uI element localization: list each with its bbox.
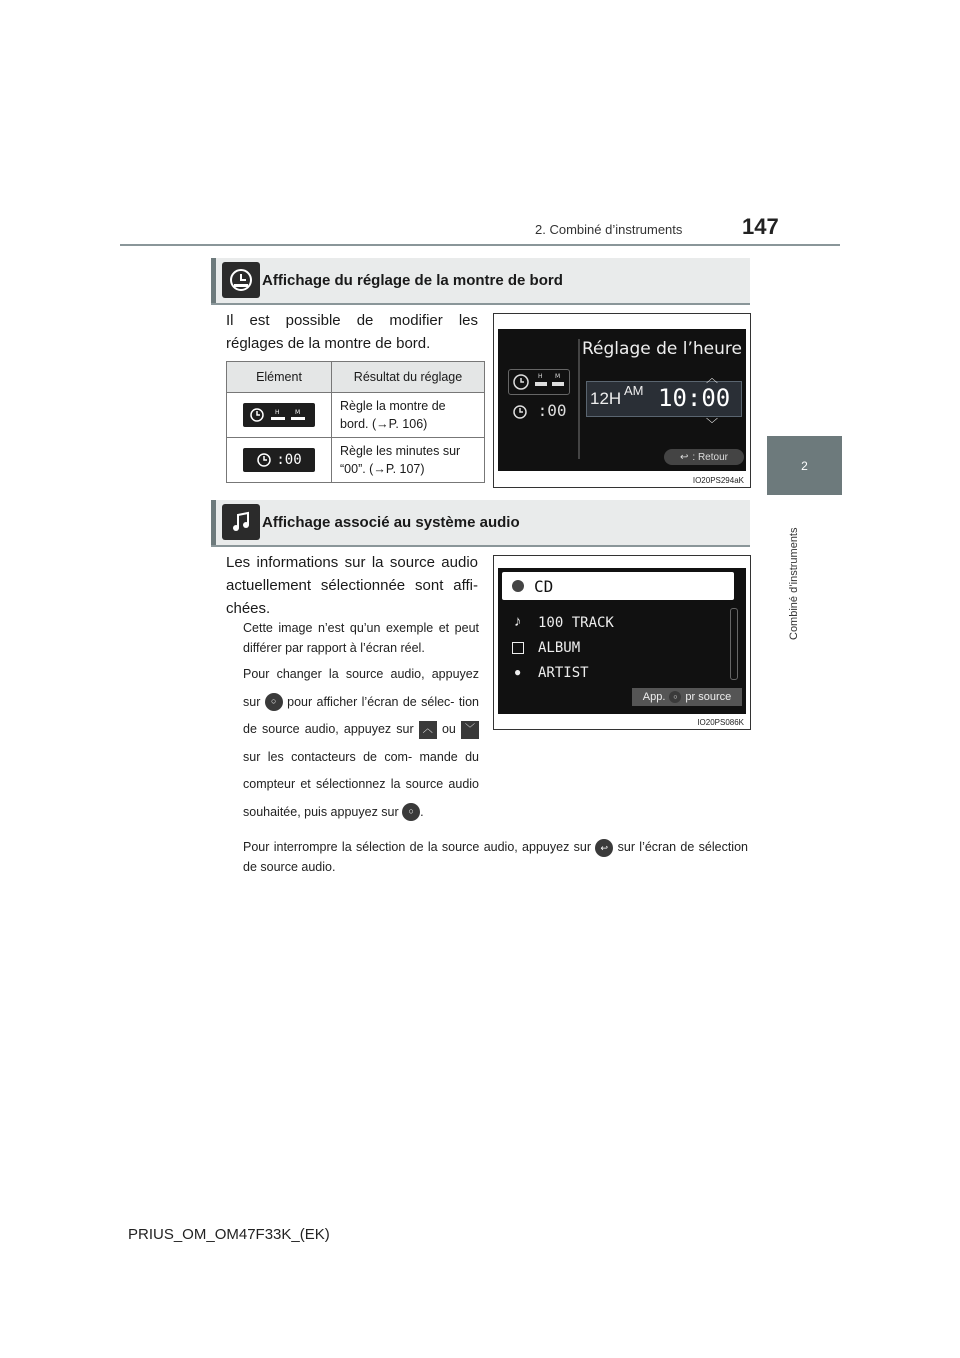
minutes-reset-row	[512, 401, 567, 420]
svg-text:M: M	[295, 409, 301, 416]
audio-intro-text: Les informations sur la source audio actuellement sélectionnée sont affi- chées.	[226, 554, 478, 617]
return-icon: ↩	[680, 451, 689, 463]
clock-setting-figure	[493, 313, 751, 488]
source-name: CD	[534, 577, 554, 596]
svg-text:M: M	[555, 373, 561, 380]
audio-screen	[498, 568, 746, 714]
retour-hint	[664, 449, 744, 465]
table-cell-element	[227, 438, 332, 483]
section-title-audio: Affichage associé au système audio	[262, 514, 520, 531]
time-value: 10:00	[658, 384, 731, 412]
header-rule	[120, 244, 840, 246]
retour-label: : Retour	[692, 451, 728, 463]
note-text: ou	[441, 722, 456, 736]
figure-code: IO20PS086K	[697, 718, 744, 727]
minutes-reset-text: :00	[537, 401, 567, 420]
source-label: pr source	[685, 691, 732, 703]
svg-text:H: H	[275, 409, 280, 416]
page-number: 147	[742, 214, 779, 239]
select-button-icon: ○	[402, 803, 420, 821]
down-switch-icon: ﹀	[461, 721, 479, 739]
table-row	[227, 438, 485, 483]
section-bar	[211, 500, 216, 545]
scrollbar	[730, 608, 738, 680]
select-button-icon: ○	[265, 693, 283, 711]
track-icon: ♪	[514, 613, 522, 630]
note-text: pour afficher l’écran de sélec- tion de source audio, appuyez sur	[243, 694, 479, 736]
select-button-icon: ○	[669, 691, 681, 703]
section-title-clock: Affichage du réglage de la montre de bord	[262, 272, 563, 289]
note-text: Pour changer la source audio, appuyez sur	[243, 667, 479, 709]
hour-minute-chip-icon	[243, 403, 315, 427]
running-header: 2. Combiné d’instruments	[535, 222, 683, 237]
note-text: .	[420, 804, 424, 819]
back-button-icon: ↩	[595, 839, 613, 857]
table-cell-result: Règle la montre de bord. (→P. 106)	[332, 393, 485, 438]
document-id: PRIUS_OM_OM47F33K_(EK)	[128, 1226, 330, 1243]
note-text: sur les contacteurs de com- mande du compteur et sélectionnez la source audio souhaitée, puis appuyez sur	[243, 749, 479, 819]
audio-figure	[493, 555, 751, 730]
screen-divider	[578, 339, 580, 459]
svg-text:H: H	[538, 373, 543, 380]
music-note-icon	[222, 504, 260, 540]
table-row	[227, 393, 485, 438]
minute-reset-chip-icon	[243, 448, 315, 472]
chevron-down-icon: ﹀	[706, 417, 719, 431]
figure-code: IO20PS294aK	[692, 476, 744, 485]
audio-note-change-source	[243, 661, 479, 826]
table-header-element: Elément	[227, 362, 332, 393]
ampm-label: AM	[624, 383, 644, 398]
track-label: 100 TRACK	[538, 615, 614, 631]
app-source-hint	[632, 688, 742, 706]
table-cell-result: Règle les minutes sur “00”. (→P. 107)	[332, 438, 485, 483]
audio-note-cancel	[243, 837, 748, 877]
table-header-result: Résultat du réglage	[332, 362, 485, 393]
album-label: ALBUM	[538, 640, 581, 656]
chapter-label: Combiné d’instruments	[788, 527, 800, 640]
app-label: App.	[642, 691, 666, 703]
section-bar	[211, 258, 216, 303]
up-switch-icon: ︿	[419, 721, 437, 739]
hm-selector	[508, 369, 570, 395]
note-text: Pour interrompre la sélection de la source audio, appuyez sur	[243, 840, 591, 854]
chevron-up-icon: ︿	[706, 371, 719, 385]
clock-setting-screen	[498, 329, 746, 471]
disc-icon	[512, 580, 524, 592]
clock-items-table	[226, 361, 485, 483]
table-cell-element	[227, 393, 332, 438]
audio-note-example: Cette image n’est qu’un exemple et peut différer par rapport à l’écran réel.	[243, 621, 479, 655]
screen-title: Réglage de l’heure	[582, 339, 742, 359]
note-text: sur l’écran de sélection de source audio.	[243, 840, 748, 874]
artist-icon: ●	[514, 665, 522, 679]
clock-intro-text: Il est possible de modifier les réglages de la montre de bord.	[226, 312, 478, 352]
album-icon	[512, 642, 524, 654]
clock-settings-icon	[222, 262, 260, 298]
minutes-chip-text: :00	[276, 452, 302, 468]
artist-label: ARTIST	[538, 665, 589, 681]
chapter-number: 2	[801, 458, 808, 473]
format-label: 12H	[590, 389, 622, 408]
